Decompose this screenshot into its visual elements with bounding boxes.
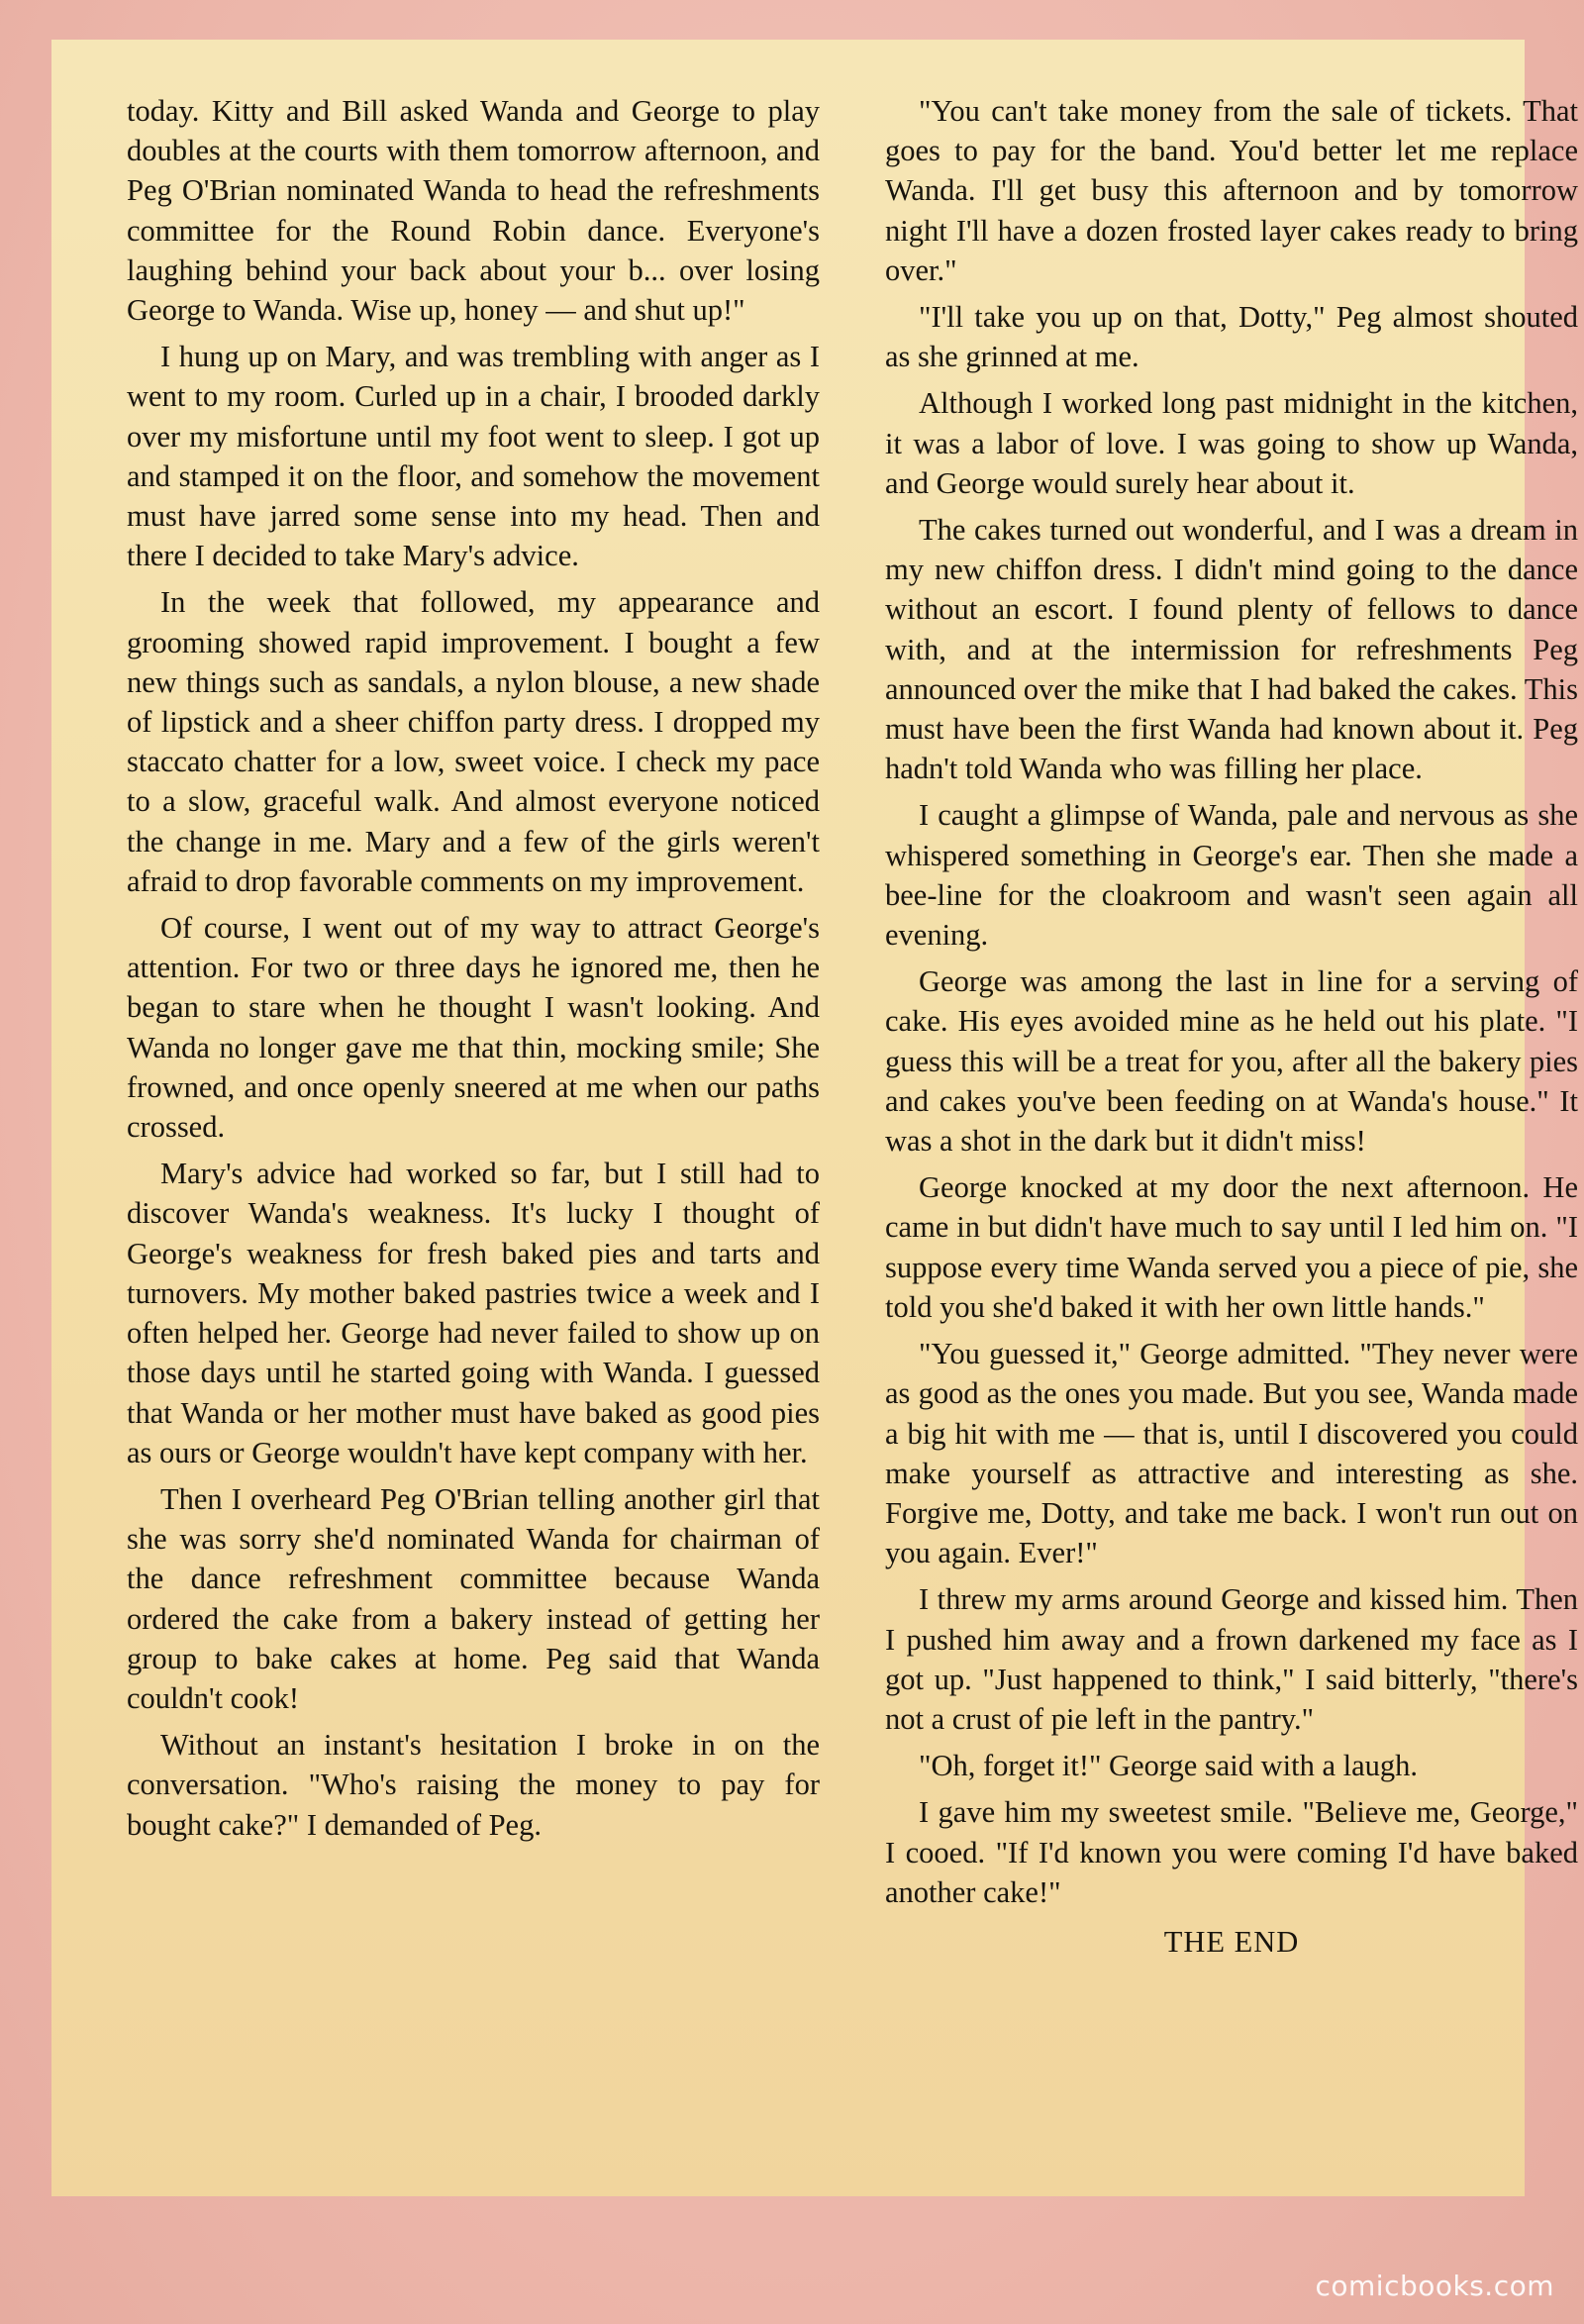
paragraph: Of course, I went out of my way to attract George's attention. For two or three days he ignored me, then he began to stare when he thought I wasn't looking. And Wanda no longer gave me that thin, mocking smile; She frowned, and once openly sneered at me when our paths crossed. [127,911,820,1145]
right-column [885,91,1578,1969]
paragraph: Then I overheard Peg O'Brian telling another girl that she was sorry she'd nominated Wanda for chairman of the dance refreshment committee because Wanda ordered the cake from a bakery instead of getting her group to bake cakes at home. Peg said that Wanda couldn't cook! [127,1481,820,1715]
paragraph: Without an instant's hesitation I broke in on the conversation. "Who's raising the money to pay for bought cake?" I demanded of Peg. [127,1728,820,1842]
paragraph: "I'll take you up on that, Dotty," Peg almost shouted as she grinned at me. [885,300,1578,374]
watermark: comicbooks.com [1315,2270,1554,2302]
paragraph: The cakes turned out wonderful, and I was a dream in my new chiffon dress. I didn't mind going to the dance without an escort. I found plenty of fellows to dance with, and at the intermission for refreshments Peg announced over the mike that I had baked the cakes. This must have been the first Wanda had known about it. Peg hadn't told Wanda who was filling her place. [885,513,1578,786]
paragraph: Although I worked long past midnight in the kitchen, it was a labor of love. I was going to show up Wanda, and George would surely hear about it. [885,386,1578,500]
paragraph: Mary's advice had worked so far, but I still had to discover Wanda's weakness. It's lucky I thought of George's weakness for fresh baked pies and tarts and turnovers. My mother baked pastries twice a week and I often helped her. George had never failed to show up on those days until he started going with Wanda. I guessed that Wanda or her mother must have baked as good pies as ours or George wouldn't have kept company with her. [127,1157,820,1469]
paragraph: "You guessed it," George admitted. "They never were as good as the ones you made. But you see, Wanda made a big hit with me — that is, until I discovered you could make yourself as attractive and interesting as she. Forgive me, Dotty, and take me back. I won't run out on you again. Ever!" [885,1337,1578,1570]
paragraph: I caught a glimpse of Wanda, pale and nervous as she whispered something in George's ear. Then she made a bee-line for the cloakroom and wasn't seen again all evening. [885,798,1578,953]
paragraph: In the week that followed, my appearance and grooming showed rapid improvement. I bought a few new things such as sandals, a nylon blouse, a new shade of lipstick and a sheer chiffon party dress. I dropped my staccato chatter for a low, sweet voice. I check my pace to a slow, graceful walk. And almost everyone noticed the change in me. Mary and a few of the girls weren't afraid to drop favorable comments on my improvement. [127,585,820,898]
left-column [127,91,820,1852]
paragraph: "You can't take money from the sale of tickets. That goes to pay for the band. You'd better let me replace Wanda. I'll get busy this afternoon and by tomorrow night I'll have a dozen frosted layer cakes ready to bring over." [885,94,1578,287]
paragraph: I gave him my sweetest smile. "Believe me, George," I cooed. "If I'd known you were coming I'd have baked another cake!" [885,1795,1578,1909]
paragraph: today. Kitty and Bill asked Wanda and George to play doubles at the courts with them tomorrow afternoon, and Peg O'Brian nominated Wanda to head the refreshments committee for the Round Robin dance. Everyone's laughing behind your back about your b... over losing George to Wanda. Wise up, honey — and shut up!" [127,94,820,328]
paragraph: George knocked at my door the next afternoon. He came in but didn't have much to say until I led him on. "I suppose every time Wanda served you a piece of pie, she told you she'd baked it with her own little hands." [885,1170,1578,1324]
paragraph: George was among the last in line for a serving of cake. His eyes avoided mine as he held out his plate. "I guess this will be a treat for you, after all the bakery pies and cakes you've been feeding on at Wanda's house." It was a shot in the dark but it didn't miss! [885,964,1578,1159]
paragraph: I hung up on Mary, and was trembling with anger as I went to my room. Curled up in a chair, I brooded darkly over my misfortune until my foot went to sleep. I got up and stamped it on the floor, and somehow the movement must have jarred some sense into my head. Then and there I decided to take Mary's advice. [127,340,820,573]
paragraph: I threw my arms around George and kissed him. Then I pushed him away and a frown darkened my face as I got up. "Just happened to think," I said bitterly, "there's not a crust of pie left in the pantry." [885,1582,1578,1736]
story-page [51,40,1578,2196]
the-end-label: THE END [1163,1924,1300,1959]
paragraph: "Oh, forget it!" George said with a laugh. [919,1749,1419,1783]
